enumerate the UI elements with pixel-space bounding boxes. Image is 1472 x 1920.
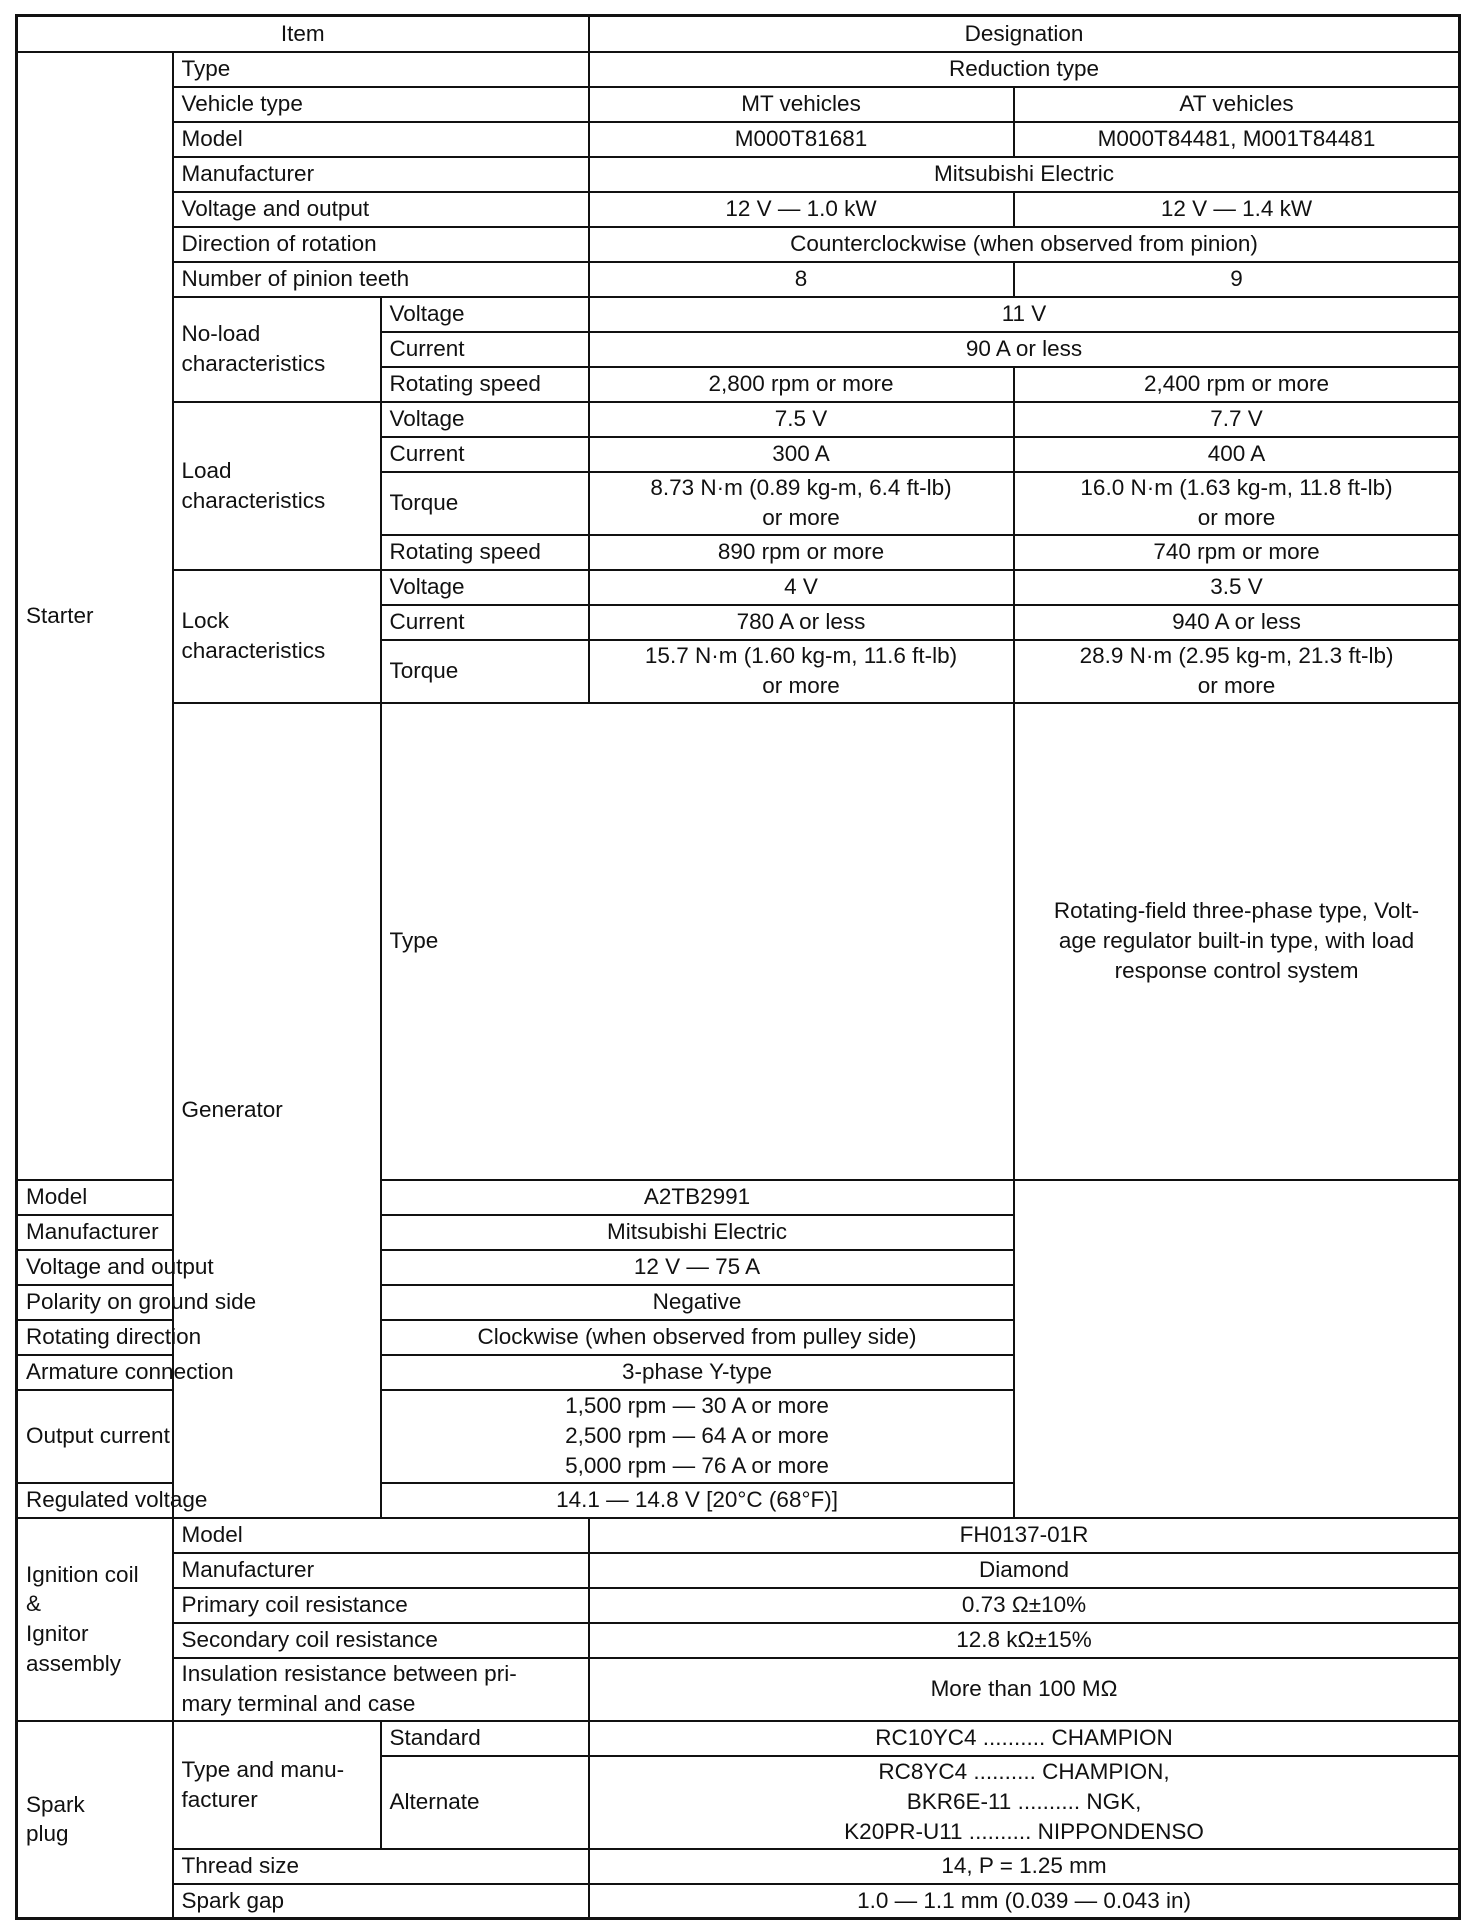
row-value: 3-phase Y-type <box>381 1355 1014 1390</box>
row-label: Number of pinion teeth <box>173 262 589 297</box>
table-row <box>17 1180 1460 1215</box>
row-label: Torque <box>381 472 589 535</box>
value-mt: 4 V <box>589 570 1014 605</box>
value-at: 12 V — 1.4 kW <box>1014 192 1460 227</box>
row-label: Primary coil resistance <box>173 1588 589 1623</box>
row-label: Manufacturer <box>173 1553 589 1588</box>
value-at: AT vehicles <box>1014 87 1460 122</box>
row-value: FH0137-01R <box>589 1518 1460 1553</box>
table-row <box>17 157 1460 192</box>
table-row <box>17 1518 1460 1553</box>
value-mt: 2,800 rpm or more <box>589 367 1014 402</box>
table-row <box>17 1588 1460 1623</box>
group-ignition: Ignition coil & Ignitor assembly <box>17 1518 173 1721</box>
table-row <box>17 192 1460 227</box>
value-at: 2,400 rpm or more <box>1014 367 1460 402</box>
row-label: Rotating speed <box>381 535 589 570</box>
row-label: Rotating speed <box>381 367 589 402</box>
row-label: Secondary coil resistance <box>173 1623 589 1658</box>
value-mt: 890 rpm or more <box>589 535 1014 570</box>
value-mt: M000T81681 <box>589 122 1014 157</box>
subgroup-type-manufacturer: Type and manu- facturer <box>173 1721 381 1849</box>
row-value: 14.1 — 14.8 V [20°C (68°F)] <box>381 1483 1014 1518</box>
table-row <box>17 1658 1460 1721</box>
row-label: Current <box>381 605 589 640</box>
header-item: Item <box>17 16 589 52</box>
row-label: Voltage and output <box>17 1250 381 1285</box>
subgroup-no-load: No-load characteristics <box>173 297 381 402</box>
table-row <box>17 703 1460 1180</box>
value-at: 9 <box>1014 262 1460 297</box>
specification-table <box>15 14 1461 1920</box>
row-value: Counterclockwise (when observed from pinion) <box>589 227 1460 262</box>
row-value: RC10YC4 .......... CHAMPION <box>589 1721 1460 1756</box>
row-label: Model <box>17 1180 381 1215</box>
value-at: 28.9 N·m (2.95 kg-m, 21.3 ft-lb) or more <box>1014 640 1460 703</box>
group-starter: Starter <box>17 52 173 1180</box>
row-label: Regulated voltage <box>17 1483 381 1518</box>
row-label: Alternate <box>381 1756 589 1849</box>
row-label: Model <box>173 1518 589 1553</box>
row-value: 11 V <box>589 297 1460 332</box>
row-value: 90 A or less <box>589 332 1460 367</box>
table-row <box>17 1623 1460 1658</box>
value-at: 740 rpm or more <box>1014 535 1460 570</box>
row-label: Thread size <box>173 1849 589 1884</box>
table-row <box>17 262 1460 297</box>
row-value: 1,500 rpm — 30 A or more 2,500 rpm — 64 A or more 5,000 rpm — 76 A or more <box>381 1390 1014 1483</box>
row-value: 14, P = 1.25 mm <box>589 1849 1460 1884</box>
row-value: Mitsubishi Electric <box>589 157 1460 192</box>
row-label: Model <box>173 122 589 157</box>
table-row <box>17 227 1460 262</box>
value-mt: Rotating-field three-phase type, Volt- age regulator built-in type, with load response control system <box>1014 703 1460 1180</box>
row-label: Type <box>381 703 1014 1180</box>
row-label: Current <box>381 437 589 472</box>
row-label: Standard <box>381 1721 589 1756</box>
subgroup-load: Load characteristics <box>173 402 381 570</box>
value-at: 16.0 N·m (1.63 kg-m, 11.8 ft-lb) or more <box>1014 472 1460 535</box>
table-row <box>17 1849 1460 1884</box>
row-value: Reduction type <box>589 52 1460 87</box>
row-label: Direction of rotation <box>173 227 589 262</box>
header-row <box>17 16 1460 52</box>
row-value: RC8YC4 .......... CHAMPION, BKR6E-11 .......... NGK, K20PR-U11 .......... NIPPONDENSO <box>589 1756 1460 1849</box>
row-value: 0.73 Ω±10% <box>589 1588 1460 1623</box>
table-row <box>17 1320 1460 1355</box>
table-row <box>17 122 1460 157</box>
value-at: 3.5 V <box>1014 570 1460 605</box>
value-at: 940 A or less <box>1014 605 1460 640</box>
row-value: A2TB2991 <box>381 1180 1014 1215</box>
row-label: Type <box>173 52 589 87</box>
table-row <box>17 52 1460 87</box>
value-mt: 780 A or less <box>589 605 1014 640</box>
value-at: M000T84481, M001T84481 <box>1014 122 1460 157</box>
row-value: Mitsubishi Electric <box>381 1215 1014 1250</box>
row-value: More than 100 MΩ <box>589 1658 1460 1721</box>
table-row <box>17 570 1460 605</box>
group-spark-plug: Spark plug <box>17 1721 173 1919</box>
row-label: Voltage <box>381 570 589 605</box>
row-label: Insulation resistance between pri- mary terminal and case <box>173 1658 589 1721</box>
table-row <box>17 1721 1460 1756</box>
table-row <box>17 297 1460 332</box>
table-row <box>17 1884 1460 1919</box>
row-label: Armature connection <box>17 1355 381 1390</box>
table-row <box>17 87 1460 122</box>
group-generator: Generator <box>173 703 381 1518</box>
row-label: Manufacturer <box>17 1215 381 1250</box>
row-label: Vehicle type <box>173 87 589 122</box>
table-row <box>17 1215 1460 1250</box>
value-mt: 12 V — 1.0 kW <box>589 192 1014 227</box>
row-label: Rotating direction <box>17 1320 381 1355</box>
row-label: Voltage and output <box>173 192 589 227</box>
row-label: Torque <box>381 640 589 703</box>
value-mt: 7.5 V <box>589 402 1014 437</box>
row-value: Clockwise (when observed from pulley side) <box>381 1320 1014 1355</box>
table-row <box>17 1355 1460 1390</box>
table-row <box>17 1285 1460 1320</box>
value-mt: 8 <box>589 262 1014 297</box>
table-row <box>17 1250 1460 1285</box>
row-label: Polarity on ground side <box>17 1285 381 1320</box>
row-label: Output current <box>17 1390 381 1483</box>
row-value: 1.0 — 1.1 mm (0.039 — 0.043 in) <box>589 1884 1460 1919</box>
value-mt: MT vehicles <box>589 87 1014 122</box>
value-mt: 8.73 N·m (0.89 kg-m, 6.4 ft-lb) or more <box>589 472 1014 535</box>
header-designation: Designation <box>589 16 1460 52</box>
row-label: Manufacturer <box>173 157 589 192</box>
row-value: 12.8 kΩ±15% <box>589 1623 1460 1658</box>
table-row <box>17 1483 1460 1518</box>
row-value: 12 V — 75 A <box>381 1250 1014 1285</box>
row-label: Spark gap <box>173 1884 589 1919</box>
row-value: Negative <box>381 1285 1014 1320</box>
subgroup-lock: Lock characteristics <box>173 570 381 703</box>
value-at: 400 A <box>1014 437 1460 472</box>
value-at: 7.7 V <box>1014 402 1460 437</box>
table-row <box>17 402 1460 437</box>
row-label: Current <box>381 332 589 367</box>
row-label: Voltage <box>381 297 589 332</box>
table-row <box>17 1553 1460 1588</box>
value-mt: 15.7 N·m (1.60 kg-m, 11.6 ft-lb) or more <box>589 640 1014 703</box>
value-mt: 300 A <box>589 437 1014 472</box>
row-label: Voltage <box>381 402 589 437</box>
row-value: Diamond <box>589 1553 1460 1588</box>
table-row <box>17 1390 1460 1483</box>
